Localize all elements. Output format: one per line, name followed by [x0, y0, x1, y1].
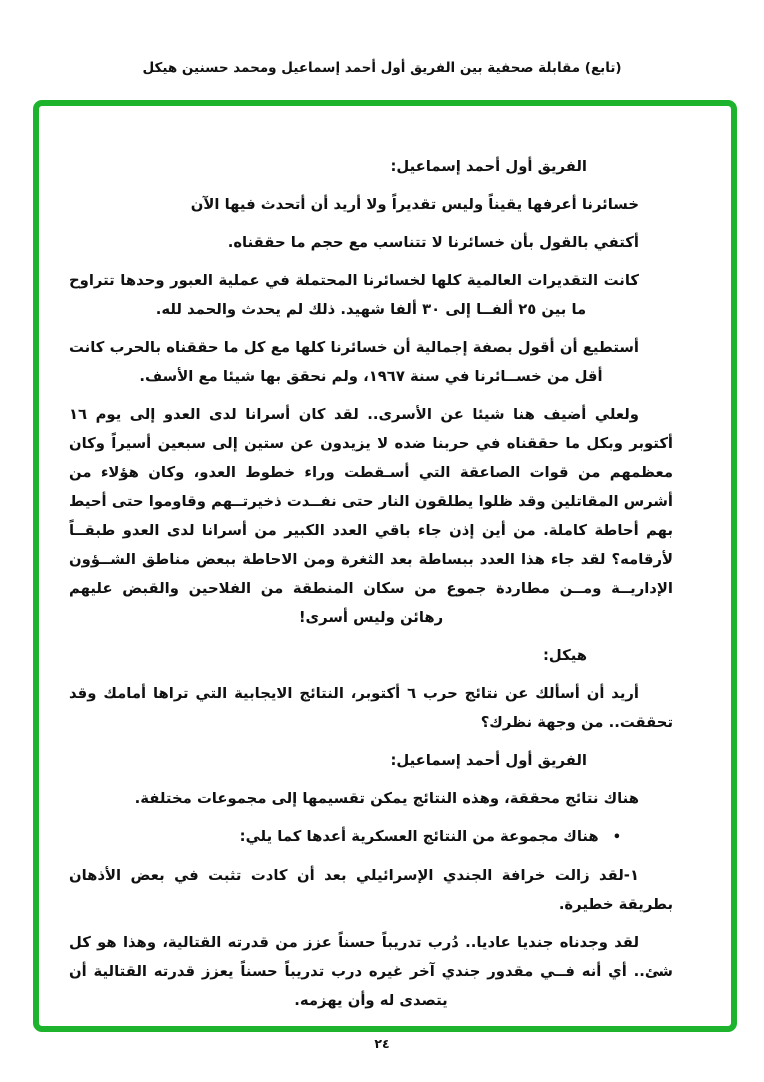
- page-frame: [33, 100, 737, 1032]
- page-number: ٢٤: [374, 1036, 390, 1051]
- paragraph: كانت التقديرات العالمية كلها لخسائرنا المحتملة في عملية العبور وحدها تتراوح ما بين ٢٥ ألفــا إلى ٣٠ ألفا شهيد. ذلك لم يحدث والحمد لله.: [69, 272, 639, 318]
- paragraph: أكتفي بالقول بأن خسائرنا لا تتناسب مع حجم ما حققناه.: [227, 234, 639, 251]
- paragraph: ولعلي أضيف هنا شيئا عن الأسرى.. لقد كان أسرانا لدى العدو إلى يوم ١٦ أكتوبر وبكل ما حققناه في حربنا ضده لا يزيدون عن ستين إلى سبعين أسيراً وكان معظمهم من قوات الصاعقة التي أسـقطت وراء خطوط العدو، وكان هؤلاء من أشرس المقاتلين وقد ظلوا يطلقون النار حتى نفــدت ذخيرتــهم وقاوموا حتى أحيط بهم أحاطة كاملة. من أين إذن جاء باقي العدد الكبير من أسرانا لدى العدو طبقــاً لأرقامه؟ لقد جاء هذا العدد ببساطة بعد الثغرة ومن الاحاطة ببعض مناطق الشــؤون الإداريــة ومــن مطاردة جموع من سكان المنطقة من الفلاحين والقبض عليهم رهائن وليس أسرى!: [69, 406, 673, 626]
- interview-text: [39, 106, 731, 1026]
- bullet-item: [69, 822, 673, 852]
- paragraph: خسائرنا أعرفها يقيناً وليس تقديراً ولا أريد أن أتحدث فيها الآن: [190, 196, 639, 213]
- speaker-label: هيكل:: [542, 647, 587, 664]
- speaker-label: الفريق أول أحمد إسماعيل:: [390, 158, 587, 175]
- speaker-label: الفريق أول أحمد إسماعيل:: [390, 752, 587, 769]
- paragraph: أريد أن أسألك عن نتائج حرب ٦ أكتوبر، النتائج الايجابية التي تراها أمامك وقد تحققت.. من وجهة نظرك؟: [69, 685, 673, 731]
- paragraph: هناك نتائج محققة، وهذه النتائج يمكن تقسيمها إلى مجموعات مختلفة.: [134, 790, 639, 807]
- numbered-item: ١-لقد زالت خرافة الجندي الإسرائيلي بعد أن كادت تثبت في بعض الأذهان بطريقة خطيرة.: [69, 867, 673, 913]
- page-header-title: (تابع) مقابلة صحفية بين الفريق أول أحمد إسماعيل ومحمد حسنين هيكل: [142, 60, 622, 76]
- paragraph: أستطيع أن أقول بصفة إجمالية أن خسائرنا كلها مع كل ما حققناه بالحرب كانت أقل من خســائرنا في سنة ١٩٦٧، ولم نحقق بها شيئا مع الأسف.: [69, 339, 639, 385]
- bullet-item-text: هناك مجموعة من النتائج العسكرية أعدها كما يلي:: [239, 828, 599, 845]
- bullet-icon: •: [612, 830, 621, 845]
- paragraph: لقد وجدناه جنديا عاديا.. دُرب تدريباً حسناً عزز من قدرته القتالية، وهذا هو كل شئ.. أي أنه فــي مقدور جندي آخر غيره درب تدريباً حسناً يعزز قدرته القتالية أن يتصدى له وأن يهزمه.: [69, 934, 673, 1009]
